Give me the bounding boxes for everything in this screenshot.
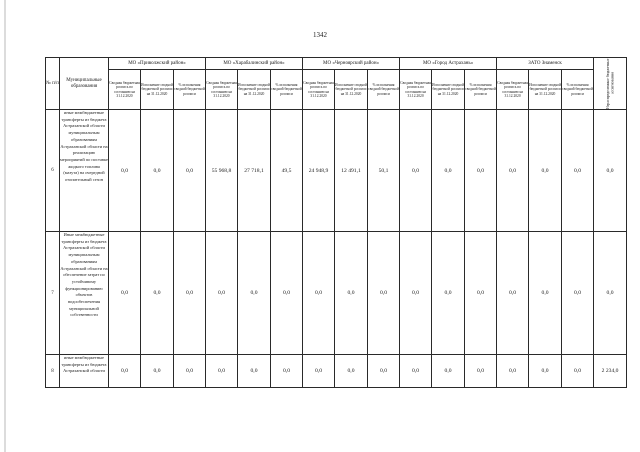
header-municipality-5: ЗАТО Знаменск [497,58,594,70]
row-description: Иные межбюджетные трансферты из бюджета Астраханской области муниципальным образованиям Астраханской области на обеспечение затрат по устойчивому функционированию объектов водообеспечения муниципальной собственности [60,232,109,355]
table-cell: 0,0 [206,232,238,355]
subheader-budget: Сводная бюджетная роспись по состоянию на 31.12.2020 [497,70,529,110]
table-cell: 50,1 [368,110,400,232]
table-row [46,110,627,232]
subheader-execution: Исполнение сводной бюджетной росписи на 31.12.2020 [529,70,562,110]
subheader-budget: Сводная бюджетная роспись по состоянию на 31.12.2020 [109,70,141,110]
table-cell: 0,0 [562,110,594,232]
table-cell: 0,0 [594,110,627,232]
table-cell: 0,0 [465,110,497,232]
table-cell: 0,0 [141,110,174,232]
header-municipality: Муниципальные образования [60,58,109,110]
subheader-percent: % исполнения сводной бюджетной росписи [465,70,497,110]
table-cell: 49,5 [271,110,303,232]
scan-edge [4,0,6,452]
header-municipality-3: МО «Черноярский район» [303,58,400,70]
table-cell: 0,0 [238,232,271,355]
subheader-percent: % исполнения сводной бюджетной росписи [368,70,400,110]
table-cell: 0,0 [562,355,594,388]
subheader-execution: Исполнение сводной бюджетной росписи на 31.12.2020 [141,70,174,110]
table-cell: 0,0 [109,355,141,388]
table-cell: 0,0 [303,355,335,388]
table-cell: 0,0 [529,232,562,355]
table-cell: 0,0 [529,110,562,232]
table-row [46,355,627,388]
subheader-execution: Исполнение сводной бюджетной росписи на 31.12.2020 [238,70,271,110]
header-municipality-1: МО «Приволжский район» [109,58,206,70]
subheader-budget: Сводная бюджетная роспись по состоянию на 31.12.2020 [400,70,432,110]
subheader-execution: Исполнение сводной бюджетной росписи на 31.12.2020 [335,70,368,110]
table-cell: 0,0 [368,355,400,388]
table-cell: 0,0 [562,232,594,355]
table-cell: 27 718,1 [238,110,271,232]
table-cell: 0,0 [303,232,335,355]
header-unallocated: Нераспределенные бюджетные ассигнования [594,58,627,110]
subheader-percent: % исполнения сводной бюджетной росписи [562,70,594,110]
table-cell: 0,0 [271,355,303,388]
table-cell: 0,0 [271,232,303,355]
table-cell: 0,0 [465,232,497,355]
table-cell: 0,0 [432,355,465,388]
table-cell: 0,0 [109,110,141,232]
subheader-budget: Сводная бюджетная роспись по состоянию на 31.12.2020 [206,70,238,110]
header-number: № п/п [46,58,60,110]
subheader-execution: Исполнение сводной бюджетной росписи на 31.12.2020 [432,70,465,110]
table-cell: 0,0 [400,232,432,355]
row-number: 7 [46,232,60,355]
subheader-budget: Сводная бюджетная роспись по состоянию на 31.12.2020 [303,70,335,110]
table-cell: 0,0 [432,232,465,355]
table-row [46,232,627,355]
row-number: 8 [46,355,60,388]
table-cell: 0,0 [594,232,627,355]
table-cell: 0,0 [109,232,141,355]
table-cell: 0,0 [400,355,432,388]
table-cell: 0,0 [497,355,529,388]
table-cell: 0,0 [368,232,400,355]
table-cell: 55 968,8 [206,110,238,232]
row-description: иные межбюджетные трансферты из бюджета Астраханской области муниципальным образованиям Астраханской области на реализацию мероприятий по поставке жидкого топлива (мазута) на очередной отопительный сезон [60,110,109,232]
table-cell: 2 234,0 [594,355,627,388]
subheader-percent: % исполнения сводной бюджетной росписи [271,70,303,110]
table-cell: 0,0 [432,110,465,232]
subheader-percent: % исполнения сводной бюджетной росписи [174,70,206,110]
table-cell: 0,0 [238,355,271,388]
table-cell: 0,0 [141,355,174,388]
table-cell: 0,0 [497,232,529,355]
table-cell: 0,0 [141,232,174,355]
row-number: 6 [46,110,60,232]
header-municipality-2: МО «Харабалинский район» [206,58,303,70]
table-cell: 24 948,9 [303,110,335,232]
table-cell: 0,0 [465,355,497,388]
table-cell: 0,0 [335,232,368,355]
page-number: 1342 [313,31,327,39]
table-cell: 0,0 [174,232,206,355]
row-description: иные межбюджетные трансферты из бюджета Астраханской области [60,355,109,388]
table-cell: 0,0 [174,110,206,232]
budget-execution-table [45,57,627,388]
header-municipality-4: МО «Город Астрахань» [400,58,497,70]
table-cell: 0,0 [497,110,529,232]
table-cell: 0,0 [335,355,368,388]
table-cell: 0,0 [400,110,432,232]
table-cell: 12 491,1 [335,110,368,232]
table-cell: 0,0 [174,355,206,388]
table-cell: 0,0 [529,355,562,388]
table-cell: 0,0 [206,355,238,388]
